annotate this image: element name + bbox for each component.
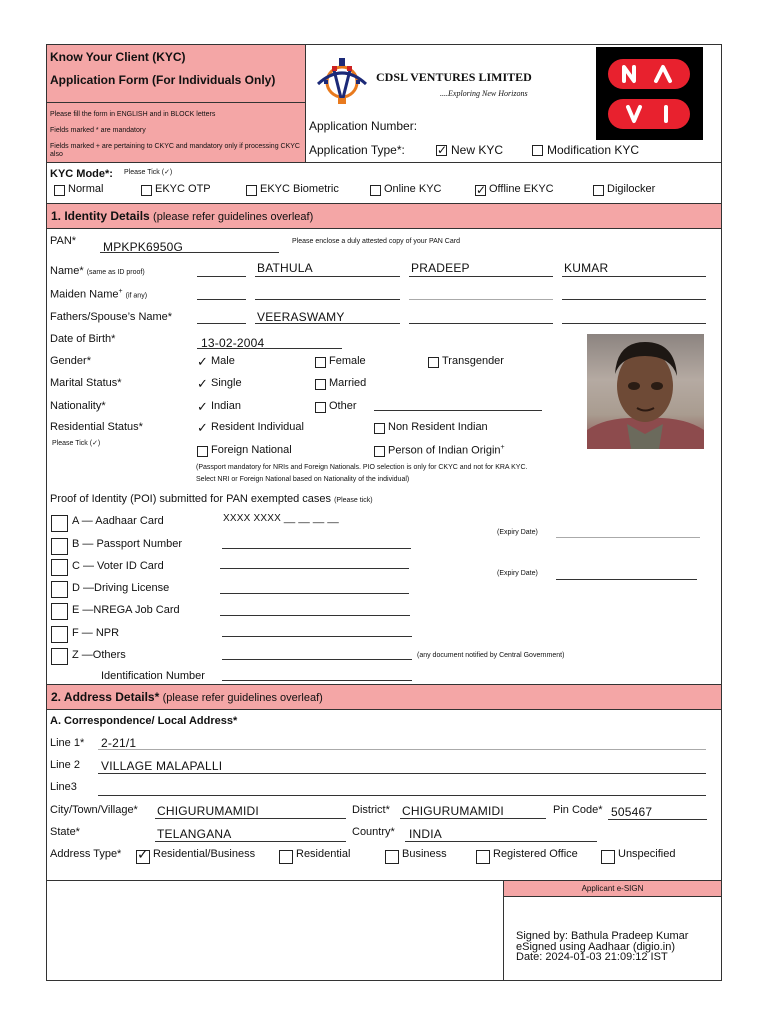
poi-nrega-checkbox[interactable]	[51, 603, 68, 620]
poi-voter-label: C — Voter ID Card	[72, 560, 164, 572]
new-kyc-checkbox[interactable]: ✓	[437, 143, 448, 157]
application-type-label: Application Type*:	[309, 143, 405, 157]
identification-number-label: Identification Number	[101, 670, 205, 682]
name-label-text: Name*	[50, 265, 84, 277]
residential-hint: Please Tick (✓)	[52, 440, 101, 447]
line3-field[interactable]	[98, 795, 706, 796]
pan-label: PAN*	[50, 235, 77, 247]
gender-transgender-label: Transgender	[442, 355, 504, 367]
first-name-value[interactable]: BATHULA	[257, 261, 313, 275]
line1-label: Line 1*	[50, 737, 85, 749]
navi-logo	[596, 47, 703, 140]
middle-name-value[interactable]: PRADEEP	[411, 261, 470, 275]
type-residential-checkbox[interactable]	[279, 850, 293, 864]
poi-label-text: Proof of Identity (POI) submitted for PAN exempted cases	[50, 493, 332, 505]
type-residential-business-checkbox[interactable]: ✓	[137, 846, 149, 862]
marital-single-label: Single	[211, 377, 242, 389]
modification-kyc-label: Modification KYC	[547, 143, 640, 157]
instruction-english: Please fill the form in ENGLISH and in BLOCK letters	[50, 111, 216, 118]
maiden-hint: (if any)	[125, 292, 148, 300]
poi-passport-label: B — Passport Number	[72, 538, 183, 550]
dob-label: Date of Birth*	[50, 333, 116, 345]
nationality-label: Nationality*	[50, 400, 106, 412]
district-label: District*	[352, 804, 390, 816]
passport-expiry-field[interactable]	[556, 537, 700, 538]
marital-status-label: Marital Status*	[50, 377, 122, 389]
poi-hint: (Please tick)	[334, 497, 373, 504]
last-name-value[interactable]: KUMAR	[564, 261, 609, 275]
poi-others-checkbox[interactable]	[51, 648, 68, 665]
country-value[interactable]: INDIA	[409, 827, 443, 841]
mode-digilocker-checkbox[interactable]	[593, 185, 604, 196]
poi-aadhaar-label: A — Aadhaar Card	[72, 515, 164, 527]
type-unspecified-label: Unspecified	[618, 848, 676, 860]
company-name: CDSL VENTURES LIMITED	[376, 70, 532, 84]
esign-signed-by: Signed by: Bathula Pradeep Kumar	[516, 930, 689, 942]
marital-single-checkbox[interactable]: ✓	[197, 376, 208, 391]
address-section-note: (please refer guidelines overleaf)	[162, 692, 323, 704]
pin-code-label: Pin Code*	[553, 804, 603, 816]
non-resident-label: Non Resident Indian	[388, 421, 488, 433]
poi-voter-checkbox[interactable]	[51, 559, 68, 576]
correspondence-address-title: A. Correspondence/ Local Address*	[50, 715, 238, 727]
gender-transgender-checkbox[interactable]	[428, 357, 439, 368]
mode-normal-label: Normal	[68, 183, 104, 195]
father-name-label: Fathers/Spouse’s Name*	[50, 311, 173, 323]
identity-section-title: 1. Identity Details	[51, 209, 150, 223]
instruction-ckyc: Fields marked + are pertaining to CKYC and mandatory only if processing CKYC also	[50, 143, 300, 158]
esign-signed-using: eSigned using Aadhaar (digio.in)	[516, 941, 676, 953]
applicant-photo	[587, 334, 704, 449]
city-value[interactable]: CHIGURUMAMIDI	[157, 804, 259, 818]
modification-kyc-checkbox[interactable]	[532, 145, 543, 156]
mode-offline-ekyc-checkbox[interactable]: ✓	[476, 183, 487, 197]
identification-number-field[interactable]	[222, 680, 412, 681]
mode-ekyc-biometric-label: EKYC Biometric	[260, 183, 339, 195]
mode-online-kyc-checkbox[interactable]	[370, 185, 381, 196]
identity-section-header	[47, 203, 721, 229]
address-type-label: Address Type*	[50, 848, 122, 860]
type-business-checkbox[interactable]	[385, 850, 399, 864]
residential-note-line1: (Passport mandatory for NRIs and Foreign Nationals. PIO selection is only for CKYC and not for KRA KYC.	[196, 464, 528, 471]
mode-ekyc-otp-checkbox[interactable]	[141, 185, 152, 196]
driving-expiry-label: (Expiry Date)	[497, 570, 538, 577]
nationality-indian-label: Indian	[211, 400, 241, 412]
pan-note: Please enclose a duly attested copy of your PAN Card	[292, 238, 460, 245]
passport-expiry-label: (Expiry Date)	[497, 529, 538, 536]
father-name-value[interactable]: VEERASWAMY	[257, 310, 345, 324]
maiden-name-label-text: Maiden Name	[50, 288, 119, 301]
form-title-line2: Application Form (For Individuals Only)	[50, 73, 276, 87]
line3-label: Line3	[50, 781, 77, 793]
type-business-label: Business	[402, 848, 447, 860]
nationality-other-checkbox[interactable]	[315, 402, 326, 413]
gender-male-checkbox[interactable]: ✓	[197, 354, 208, 369]
poi-nrega-label: E —NREGA Job Card	[72, 604, 180, 616]
gender-label: Gender*	[50, 355, 91, 367]
navi-logo-text	[596, 47, 597, 48]
city-label: City/Town/Village*	[50, 804, 138, 816]
residential-note-line2: Select NRI or Foreign National based on Nationality of the individual)	[196, 476, 410, 483]
marital-married-checkbox[interactable]	[315, 379, 326, 390]
pio-label-text: Person of Indian Origin	[388, 444, 501, 457]
name-label	[50, 265, 145, 277]
npr-field[interactable]	[222, 636, 412, 637]
esign-label: Applicant e-SIGN	[581, 884, 644, 893]
marital-married-label: Married	[329, 377, 367, 389]
district-value[interactable]: CHIGURUMAMIDI	[402, 804, 504, 818]
mode-online-kyc-label: Online KYC	[384, 183, 442, 195]
pio-checkbox[interactable]	[374, 446, 385, 457]
type-residential-business-label: Residential/Business	[153, 848, 256, 860]
identity-section-note: (please refer guidelines overleaf)	[153, 211, 314, 223]
driving-field[interactable]	[220, 593, 409, 594]
mode-normal-checkbox[interactable]	[54, 185, 65, 196]
address-section-title: 2. Address Details*	[51, 690, 160, 704]
esign-date: Date: 2024-01-03 21:09:12 IST	[516, 951, 668, 963]
mode-ekyc-otp-label: EKYC OTP	[155, 183, 211, 195]
resident-individual-checkbox[interactable]: ✓	[197, 420, 208, 435]
form-title-line1: Know Your Client (KYC)	[50, 50, 186, 64]
cdsl-logo-icon	[312, 52, 372, 110]
aadhaar-value[interactable]: XXXX XXXX __ __ __ __	[223, 513, 339, 524]
pan-value[interactable]: MPKPK6950G	[103, 240, 184, 254]
line2-value[interactable]: VILLAGE MALAPALLI	[101, 759, 223, 773]
poi-npr-label: F — NPR	[72, 627, 120, 639]
instruction-mandatory: Fields marked * are mandatory	[50, 127, 146, 134]
driving-expiry-field[interactable]	[556, 579, 697, 580]
poi-others-label: Z —Others	[72, 649, 126, 661]
voter-field[interactable]	[220, 568, 409, 569]
poi-driving-checkbox[interactable]	[51, 581, 68, 598]
poi-npr-checkbox[interactable]	[51, 626, 68, 643]
nationality-other-field[interactable]	[374, 410, 542, 411]
poi-label	[50, 493, 373, 505]
nrega-field[interactable]	[220, 615, 410, 616]
state-value[interactable]: TELANGANA	[157, 827, 232, 841]
maiden-name-label	[50, 288, 147, 301]
type-registered-office-checkbox[interactable]	[476, 850, 490, 864]
new-kyc-label: New KYC	[451, 143, 504, 157]
type-residential-label: Residential	[296, 848, 351, 860]
country-label: Country*	[352, 826, 395, 838]
poi-aadhaar-checkbox[interactable]	[51, 515, 68, 532]
nationality-indian-checkbox[interactable]: ✓	[197, 399, 208, 414]
gender-female-label: Female	[329, 355, 366, 367]
pin-code-value[interactable]: 505467	[611, 805, 653, 819]
poi-driving-label: D —Driving License	[72, 582, 170, 594]
others-field[interactable]	[222, 659, 412, 660]
kyc-mode-label: KYC Mode*:	[50, 168, 113, 180]
passport-field[interactable]	[222, 548, 411, 549]
pio-label	[388, 444, 505, 457]
dob-value[interactable]: 13-02-2004	[201, 336, 265, 350]
gender-male-label: Male	[211, 355, 235, 367]
others-note: (any document notified by Central Government)	[417, 652, 565, 659]
foreign-national-checkbox[interactable]	[197, 446, 208, 457]
name-hint: (same as ID proof)	[86, 269, 145, 276]
gender-female-checkbox[interactable]	[315, 357, 326, 368]
address-section-header	[47, 684, 721, 710]
line1-value[interactable]: 2-21/1	[101, 736, 137, 750]
line2-label: Line 2	[50, 759, 80, 771]
foreign-national-label: Foreign National	[211, 444, 292, 456]
nationality-other-label: Other	[329, 400, 357, 412]
mode-offline-ekyc-label: Offline EKYC	[489, 183, 554, 195]
type-registered-office-label: Registered Office	[493, 848, 578, 860]
maiden-ckyc-mark: +	[118, 288, 123, 295]
company-tagline: ....Exploring New Horizons	[440, 89, 528, 98]
non-resident-checkbox[interactable]	[374, 423, 385, 434]
poi-passport-checkbox[interactable]	[51, 538, 68, 555]
kyc-mode-hint: Please Tick (✓)	[124, 169, 173, 176]
application-number-label: Application Number:	[309, 119, 418, 133]
state-label: State*	[50, 826, 80, 838]
mode-digilocker-label: Digilocker	[607, 183, 656, 195]
type-unspecified-checkbox[interactable]	[601, 850, 615, 864]
residential-status-label: Residential Status*	[50, 421, 143, 433]
pio-ckyc-mark: +	[500, 444, 505, 451]
mode-ekyc-biometric-checkbox[interactable]	[246, 185, 257, 196]
resident-individual-label: Resident Individual	[211, 421, 304, 433]
